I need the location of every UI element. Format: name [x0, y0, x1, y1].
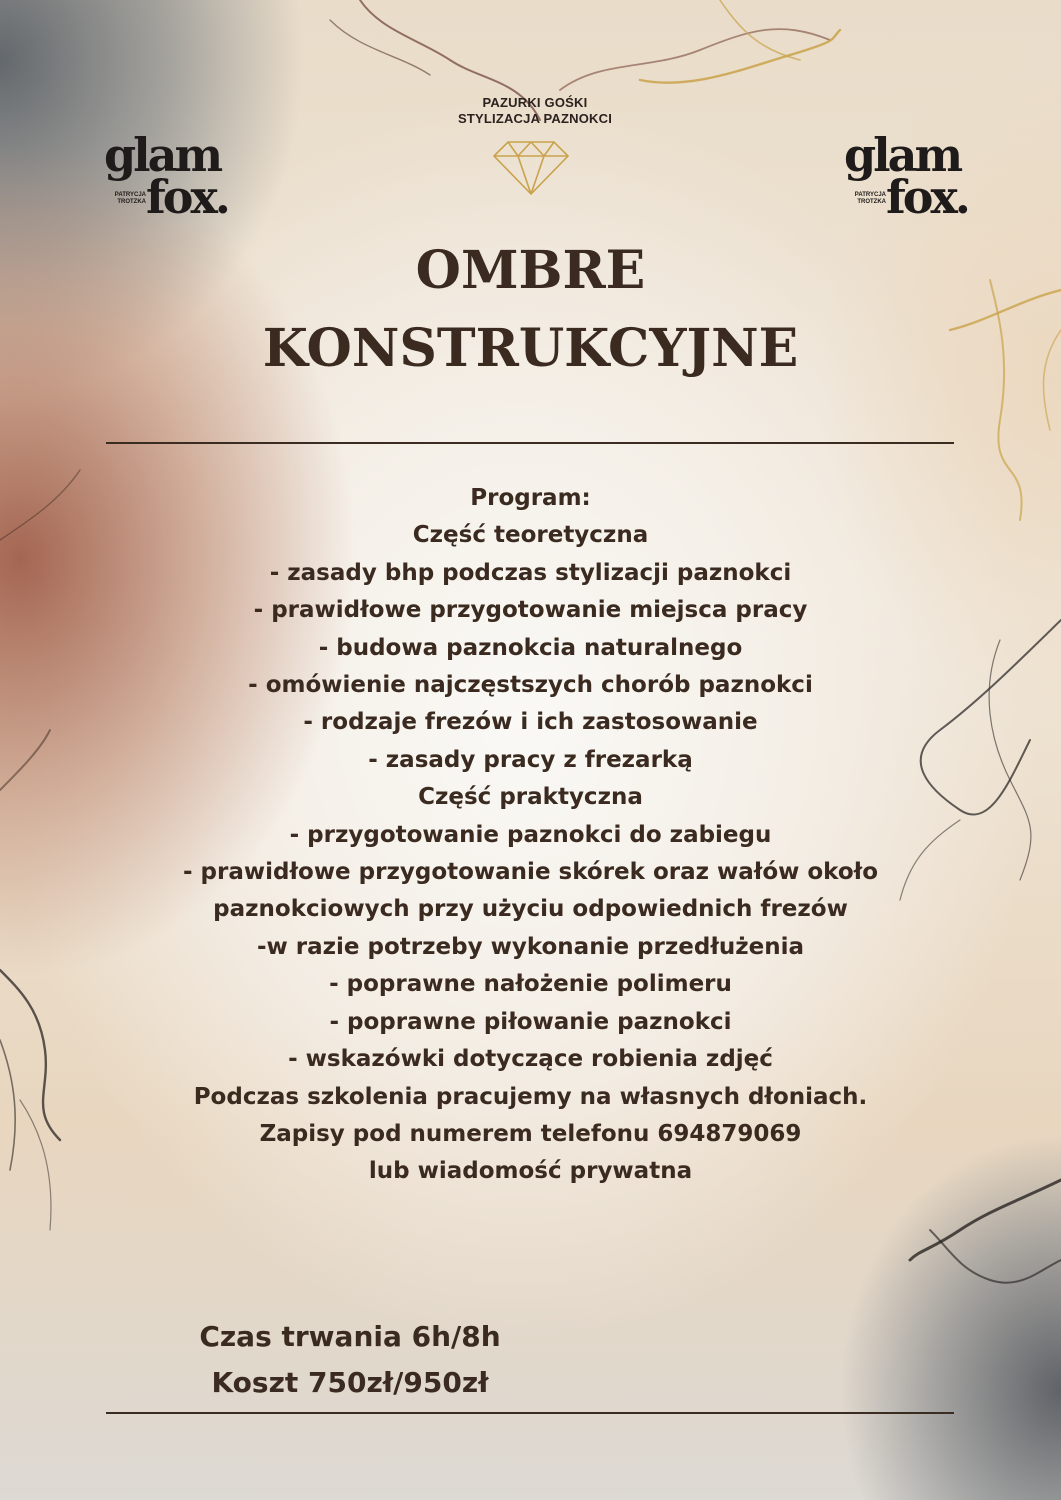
logo-word-fox: fox. [886, 170, 968, 224]
program-line: - prawidłowe przygotowanie miejsca pracy [253, 597, 808, 624]
brand-line-2: STYLIZACJA PAZNOKCI [457, 111, 613, 126]
logo-subtitle-line-1: PATRYCJA [114, 192, 146, 198]
program-line: lub wiadomość prywatna [368, 1158, 693, 1185]
program-line: Część praktyczna [418, 784, 643, 811]
program-line: Zapisy pod numerem telefonu 694879069 [259, 1120, 802, 1147]
glam-fox-logo-left [100, 128, 240, 228]
program-line: -w razie potrzeby wykonanie przedłużenia [256, 933, 804, 960]
program-line: - poprawne piłowanie paznokci [329, 1008, 732, 1035]
course-duration: Czas trwania 6h/8h [199, 1320, 501, 1353]
course-cost: Koszt 750zł/950zł [211, 1366, 489, 1399]
program-line: paznokciowych przy użyciu odpowiednich frezów [213, 896, 848, 923]
program-line: - budowa paznokcia naturalnego [318, 634, 743, 661]
brand-line-1: PAZURKI GOŚKI [482, 95, 588, 110]
program-line: - prawidłowe przygotowanie skórek oraz wałów około [183, 859, 878, 886]
logo-subtitle [106, 192, 146, 206]
logo-subtitle [846, 192, 886, 206]
title-line-1: OMBRE [415, 240, 646, 301]
logo-word-glam: glam [104, 128, 221, 182]
program-line: - zasady pracy z frezarką [368, 746, 693, 773]
program-line: Podczas szkolenia pracujemy na własnych dłoniach. [193, 1083, 868, 1110]
program-line: - rodzaje frezów i ich zastosowanie [303, 709, 758, 736]
program-line: - wskazówki dotyczące robienia zdjęć [288, 1046, 773, 1073]
program-line: - zasady bhp podczas stylizacji paznokci [269, 559, 792, 586]
diamond-icon [488, 138, 574, 198]
program-line: - poprawne nałożenie polimeru [329, 971, 732, 998]
program-list [100, 480, 961, 1191]
brand-name [380, 95, 690, 127]
bottom-divider [106, 1412, 954, 1414]
program-line: - przygotowanie paznokci do zabiegu [289, 821, 772, 848]
program-line: - omówienie najczęstszych chorób paznokci [248, 672, 813, 699]
top-divider [106, 442, 954, 444]
title-line-2: KONSTRUKCYJNE [262, 318, 799, 379]
logo-subtitle-line-2: TROTZKA [117, 199, 146, 205]
glam-fox-logo-right [840, 128, 980, 228]
logo-subtitle-line-1: PATRYCJA [854, 192, 886, 198]
logo-word-fox: fox. [146, 170, 228, 224]
logo-subtitle-line-2: TROTZKA [857, 199, 886, 205]
program-line: Część teoretyczna [412, 522, 649, 549]
logo-word-glam: glam [844, 128, 961, 182]
program-line: Program: [470, 485, 591, 511]
